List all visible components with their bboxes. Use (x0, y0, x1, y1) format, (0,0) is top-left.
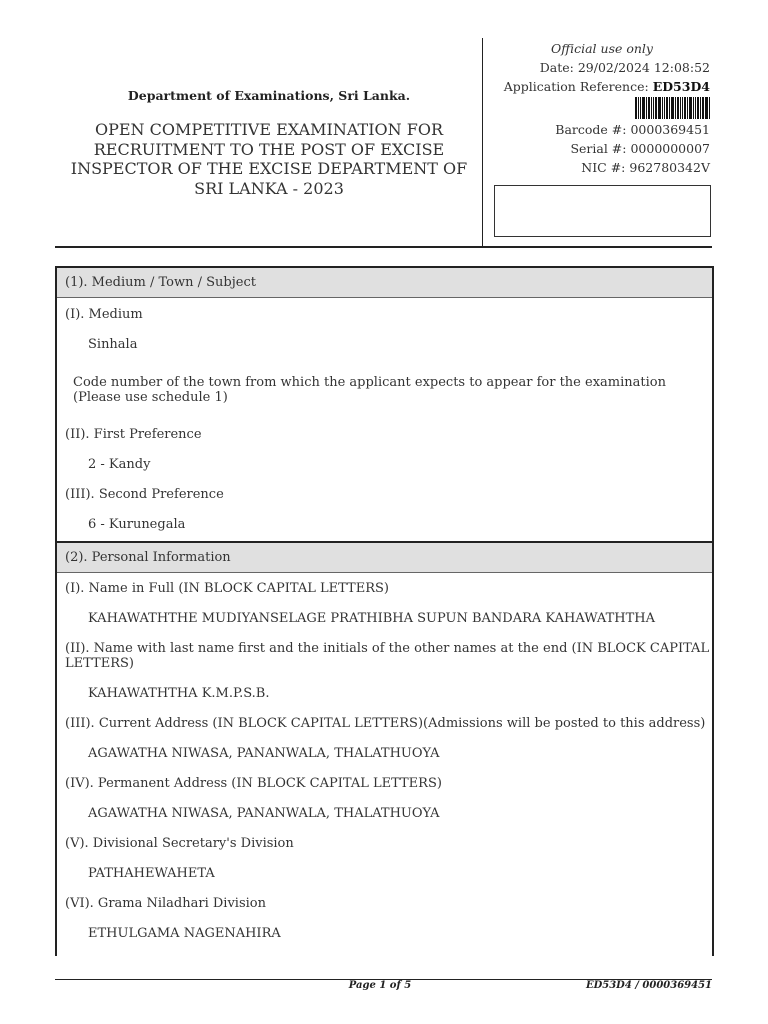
footer-reference: ED53D4 / 0000369451 (585, 980, 712, 991)
permanent-address-value: AGAWATHA NIWASA, PANANWALA, THALATHUOYA (88, 806, 440, 821)
grama-niladhari-label: (VI). Grama Niladhari Division (65, 896, 266, 911)
medium-value: Sinhala (88, 337, 138, 352)
nic-label: NIC #: (581, 159, 626, 175)
barcode-value: 0000369451 (630, 122, 710, 138)
department-name: Department of Examinations, Sri Lanka. (127, 88, 411, 103)
second-preference-label: (III). Second Preference (65, 487, 224, 502)
serial-value: 0000000007 (630, 141, 710, 157)
full-name-value: KAHAWATHTHE MUDIYANSELAGE PRATHIBHA SUPUN BANDARA KAHAWATHTHA (88, 611, 655, 626)
section-personal-information-heading: (2). Personal Information (57, 541, 712, 573)
document-header (56, 40, 482, 246)
application-reference-line (486, 78, 710, 97)
official-use-label: Official use only (551, 41, 653, 56)
town-code-note: Code number of the town from which the applicant expects to appear for the examination (Please use schedule 1) (73, 375, 666, 405)
initials-name-value: KAHAWATHTHA K.M.P.S.B. (88, 686, 270, 701)
medium-label: (I). Medium (65, 307, 143, 322)
application-reference-label: Application Reference: (503, 78, 649, 94)
grama-niladhari-value: ETHULGAMA NAGENAHIRA (88, 926, 281, 941)
current-address-label: (III). Current Address (IN BLOCK CAPITAL LETTERS)(Admissions will be posted to this address) (65, 716, 706, 731)
barcode-label: Barcode #: (555, 122, 627, 138)
application-reference-value: ED53D4 (652, 78, 710, 94)
application-form (55, 266, 714, 956)
header-rule (55, 246, 712, 248)
official-use-panel (486, 40, 710, 178)
official-stamp-box (494, 185, 711, 237)
header-divider (482, 38, 483, 247)
current-address-value: AGAWATHA NIWASA, PANANWALA, THALATHUOYA (88, 746, 440, 761)
divisional-secretary-label: (V). Divisional Secretary's Division (65, 836, 294, 851)
full-name-label: (I). Name in Full (IN BLOCK CAPITAL LETTERS) (65, 581, 389, 596)
section-medium-town-subject-heading: (1). Medium / Town / Subject (57, 268, 712, 298)
nic-number-line (486, 159, 710, 178)
serial-number-line (486, 140, 710, 159)
initials-name-label: (II). Name with last name first and the initials of the other names at the end (IN BLOCK CAPITAL LETTERS) (65, 641, 710, 671)
serial-label: Serial #: (570, 141, 627, 157)
first-preference-value: 2 - Kandy (88, 457, 151, 472)
divisional-secretary-value: PATHAHEWAHETA (88, 866, 215, 881)
second-preference-value: 6 - Kurunegala (88, 517, 186, 532)
exam-title: OPEN COMPETITIVE EXAMINATION FOR RECRUITMENT TO THE POST OF EXCISE INSPECTOR OF THE EXCISE DEPARTMENT OF SRI LANKA - 2023 (70, 120, 468, 198)
barcode-number-line (486, 121, 710, 140)
date-label: Date: (539, 59, 574, 75)
date-value: 29/02/2024 12:08:52 (577, 59, 710, 75)
barcode-image (486, 97, 710, 119)
first-preference-label: (II). First Preference (65, 427, 202, 442)
page-number: Page 1 of 5 (348, 980, 412, 991)
nic-value: 962780342V (629, 159, 710, 175)
permanent-address-label: (IV). Permanent Address (IN BLOCK CAPITAL LETTERS) (65, 776, 442, 791)
date-line (486, 59, 710, 78)
